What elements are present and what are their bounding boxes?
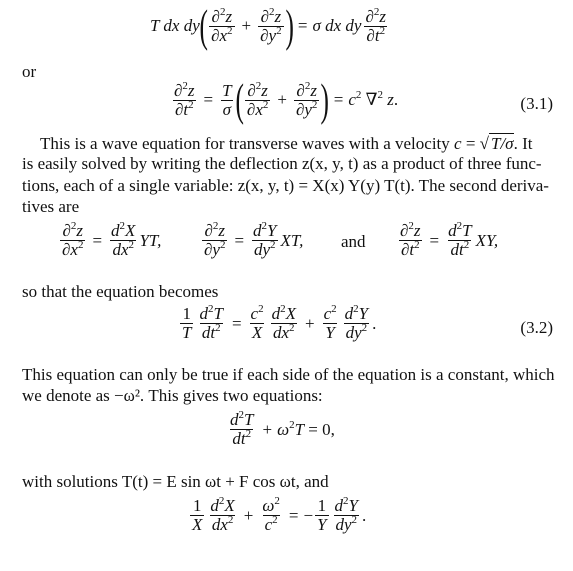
equation-3-2: $\frac{1}{T}$ $\frac{d^2T}{dt^2}$ = $\frac{c^2}{X}$ $\frac{d^2X}{dx^2}$ + $\frac{c^2}{Y}$ $\frac{d^2Y}{dy^2}$ .: [182, 303, 377, 342]
equation-membrane-force: T dx dy ( $\frac{\partial^2z}{\partial x^2}$ + $\frac{\partial^2z}{\partial y^2}$ ) = σ dx dy $\frac{\partial^2z}{\partial t^2}$: [150, 0, 387, 51]
with-solutions-text: with solutions T(t) = E sin ωt + F cos ωt, and: [22, 472, 329, 491]
equation-spatial-separation: $\frac{1}{X}$ $\frac{d^2X}{dx^2}$ + $\frac{\omega^2}{c^2}$ = − $\frac{1}{Y}$ $\frac{d^2Y}{dy^2}$ .: [192, 495, 367, 534]
paragraph-1-line-2: is easily solved by writing the deflection z(x, y, t) as a product of three func-: [22, 154, 542, 173]
equation-derivative-x: $\frac{\partial^2z}{\partial x^2}$ = $\frac{d^2X}{dx^2}$ YT,: [62, 220, 162, 259]
so-that-text: so that the equation becomes: [22, 282, 219, 301]
paragraph-1-line-3: tions, each of a single variable: z(x, y, t) = X(x) Y(y) T(t). The second deriva-: [22, 176, 549, 195]
equation-number-3-1: (3.1): [520, 94, 553, 113]
paragraph-1-line-4: tives are: [22, 197, 80, 216]
equation-derivative-t: $\frac{\partial^2z}{\partial t^2}$ = $\frac{d^2T}{dt^2}$ XY,: [400, 220, 499, 259]
paragraph-2-line-2: we denote as −ω². This gives two equations:: [22, 386, 323, 405]
equation-3-1: $\frac{\partial^2z}{\partial t^2}$ = $\frac{T}{\sigma}$ ( $\frac{\partial^2z}{\partial x^2}$ + $\frac{\partial^2z}{\partial y^2}$ ) = $c^2$ ∇$^2$ z.: [174, 74, 399, 125]
paragraph-2-line-1: This equation can only be true if each side of the equation is a constant, which: [22, 365, 555, 384]
paragraph-1-line-1: This is a wave equation for transverse waves with a velocity c = √ T/σ. It: [40, 134, 533, 153]
or-text: or: [22, 62, 37, 81]
equation-number-3-2: (3.2): [520, 318, 553, 337]
and-text: and: [341, 232, 366, 251]
equation-time-ode: $\frac{d^2T}{dt^2}$ + $\omega^2T = 0$,: [230, 409, 335, 448]
equation-derivative-y: $\frac{\partial^2z}{\partial y^2}$ = $\frac{d^2Y}{dy^2}$ XT,: [204, 220, 304, 259]
